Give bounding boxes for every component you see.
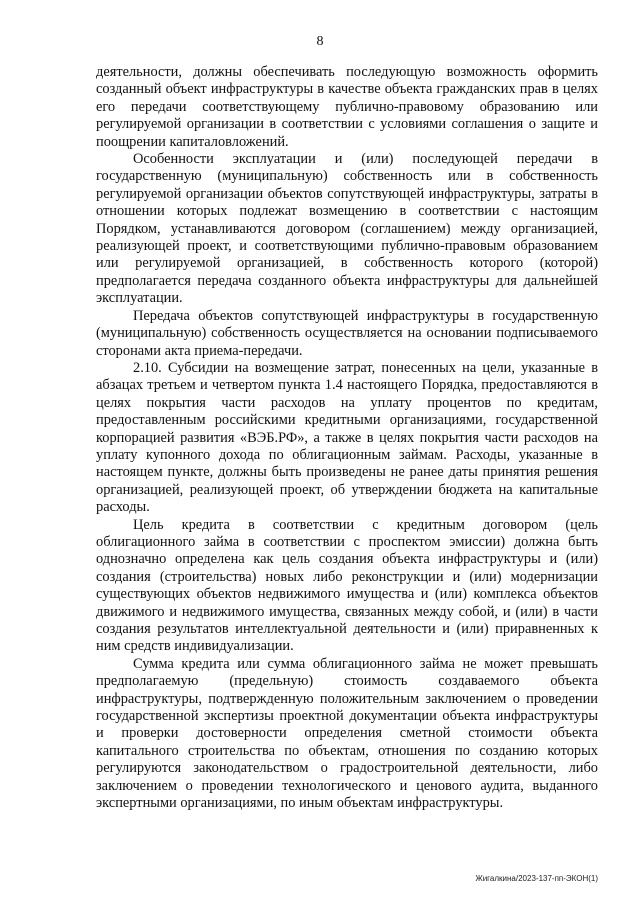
document-footer: Жигалкина/2023-137-пп-ЭКОН(1) bbox=[475, 874, 598, 883]
document-body bbox=[96, 64, 598, 812]
paragraph-operation-features: Особенности эксплуатации и (или) последующей передачи в государственную (муниципальную) собственность или в собственность регулируемой организации объектов сопутствующей инфраструктуры, затраты в отношении которых подлежат возмещению в соответствии с настоящим Порядком, устанавливаются договором (соглашением) между организацией, реализующей проект, и соответствующими публично-правовым образованием или регулируемой организацией, в собственность которого (которой) предполагается передача созданного объекта инфраструктуры для дальнейшей эксплуатации. bbox=[96, 151, 598, 307]
paragraph-clause-2-10: 2.10. Субсидии на возмещение затрат, понесенных на цели, указанные в абзацах третьем и четвертом пункта 1.4 настоящего Порядка, предоставляются в целях покрытия части расходов на уплату процентов по кредитам, предоставленным российскими кредитными организациями, государственной корпорацией развития «ВЭБ.РФ», а также в целях покрытия части расходов на уплату купонного дохода по облигационным займам. Расходы, указанные в настоящем пункте, должны быть произведены не ранее даты принятия решения организацией, реализующей проект, об утверждении бюджета на капитальные расходы. bbox=[96, 359, 598, 516]
paragraph-credit-amount: Сумма кредита или сумма облигационного займа не может превышать предполагаемую (предельную) стоимость создаваемого объекта инфраструктуры, подтвержденную положительным заключением о проведении государственной экспертизы проектной документации объекта инфраструктуры и проверки достоверности определения сметной стоимости объекта капитального строительства по объектам, отношения по созданию которых регулируются законодательством о градостроительной деятельности, либо заключением о проведении технологического и ценового аудита, выданного экспертными организациями, по иным объектам инфраструктуры. bbox=[96, 655, 598, 812]
paragraph-transfer: Передача объектов сопутствующей инфраструктуры в государственную (муниципальную) собственность осуществляется на основании подписываемого сторонами акта приема-передачи. bbox=[96, 307, 598, 359]
page-number: 8 bbox=[316, 34, 324, 49]
paragraph-credit-purpose: Цель кредита в соответствии с кредитным договором (цель облигационного займа в соответствии с проспектом эмиссии) должна быть однозначно определена как цель создания объекта инфраструктуры и (или) создания (строительства) новых либо реконструкции и (или) модернизации существующих объектов недвижимого имущества и (или) комплекса объектов движимого и недвижимого имущества, связанных между собой, и (или) в части создания результатов интеллектуальной деятельности и (или) приравненных к ним средств индивидуализации. bbox=[96, 516, 598, 655]
paragraph-continuation: деятельности, должны обеспечивать последующую возможность оформить созданный объект инфраструктуры в качестве объекта гражданских прав в целях его передачи соответствующему публично-правовому образованию или регулируемой организации в соответствии с условиями соглашения о защите и поощрении капиталовложений. bbox=[96, 64, 598, 150]
